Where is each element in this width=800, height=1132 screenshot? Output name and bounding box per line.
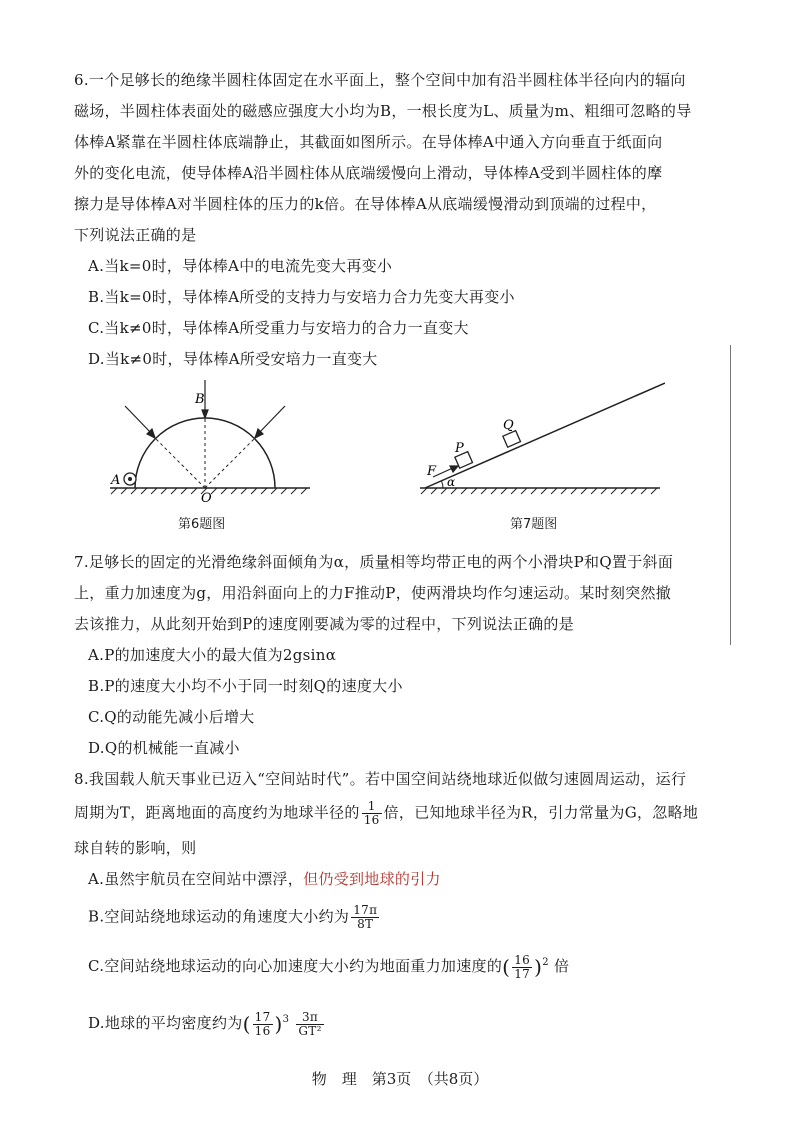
q6-option-a: A.当k=0时，导体棒A中的电流先变大再变小 [88,257,393,275]
q8-option-b: B.空间站绕地球运动的角速度大小约为 $\frac{17\pi}{8T}$ [88,903,378,931]
q6-line-6: 下列说法正确的是 [74,226,197,244]
q8-option-d: D.地球的平均密度约为( $\frac{17}{16}$ )$^3$ $\frac{3\pi}{\text{GT²}}$ [88,1009,322,1038]
q7-option-c: C.Q的动能先减小后增大 [88,708,255,726]
q6-option-b: B.当k=0时，导体棒A所受的支持力与安培力合力先变大再变小 [88,288,515,306]
q8-line-2-post: 倍，已知地球半径为R，引力常量为G，忽略地 [383,803,699,822]
page-footer: 物 理 第3页 （共8页） [311,1070,489,1088]
q7-line-3: 去该推力，从此刻开始到P的速度刚要减为零的过程中，下列说法正确的是 [74,615,574,633]
q6-figure [105,378,315,503]
q8-option-c-fraction: $\frac{16}{17}$ [514,952,531,981]
q6-option-d: D.当k≠0时，导体棒A所受安培力一直变大 [88,350,378,368]
q6-label-o: O [201,491,212,503]
q6-label-a: A [111,473,121,488]
q8-option-d-fraction-1: $\frac{17}{16}$ [254,1009,271,1038]
q6-line-3: 体棒A紧靠在半圆柱体底端静止，其截面如图所示。在导体棒A中通入方向垂直于纸面向 [74,133,663,151]
q7-line-1: 7.足够长的固定的光滑绝缘斜面倾角为α，质量相等均带正电的两个小滑块P和Q置于斜面 [74,553,674,571]
q7-label-f: F [427,464,437,479]
q6-line-2: 磁场，半圆柱体表面处的磁感应强度大小均为B，一根长度为L、质量为m、粗细可忽略的导 [74,102,692,120]
q6-line-1: 6.一个足够长的绝缘半圆柱体固定在水平面上，整个空间中加有沿半圆柱体半径向内的辐向 [74,71,686,89]
q6-label-b: B [195,392,205,407]
q7-option-b: B.P的速度大小均不小于同一时刻Q的速度大小 [88,677,403,695]
q7-label-p: P [455,441,464,456]
q7-line-2: 上，重力加速度为g，用沿斜面向上的力F推动P，使两滑块均作匀速运动。某时刻突然撤 [74,584,672,602]
q8-option-a-red: 但仍受到地球的引力 [303,870,441,888]
q8-fraction-1-16: $\frac{1}{16}$ [363,799,380,827]
q6-option-c: C.当k≠0时，导体棒A所受重力与安培力的合力一直变大 [88,319,469,337]
q7-option-d: D.Q的机械能一直减小 [88,739,240,757]
q6-line-5: 擦力是导体棒A对半圆柱体的压力的k倍。在导体棒A从底端缓慢滑动到顶端的过程中， [74,195,657,213]
q8-option-b-fraction: $\frac{17\pi}{8T}$ [353,903,378,931]
q6-line-4: 外的变化电流，使导体棒A沿半圆柱体从底端缓慢向上滑动，导体棒A受到半圆柱体的摩 [74,164,663,182]
q7-caption: 第7题图 [510,517,558,532]
q8-line-1: 8.我国载人航天事业已迈入“空间站时代”。若中国空间站绕地球近似做匀速圆周运动，运行 [74,770,687,788]
q8-option-a: A.虽然宇航员在空间站中漂浮，但仍受到地球的引力 [88,870,441,888]
q6-caption: 第6题图 [178,517,226,532]
q8-line-3: 球自转的影响，则 [74,839,197,857]
q8-option-d-fraction-2: $\frac{3\pi}{\text{GT²}}$ [298,1009,322,1038]
q8-line-2-pre: 周期为T，距离地面的高度约为地球半径的 [74,803,360,822]
q7-option-a: A.P的加速度大小的最大值为2gsinα [88,646,337,664]
scan-edge-line [730,345,731,645]
q7-label-q: Q [503,418,514,433]
q7-figure [415,378,665,503]
q8-line-2 [74,800,698,827]
q7-label-alpha: α [447,475,456,489]
q8-option-c: C.空间站绕地球运动的向心加速度大小约为地面重力加速度的( $\frac{16}{17}$ )$^2$ 倍 [88,952,570,981]
